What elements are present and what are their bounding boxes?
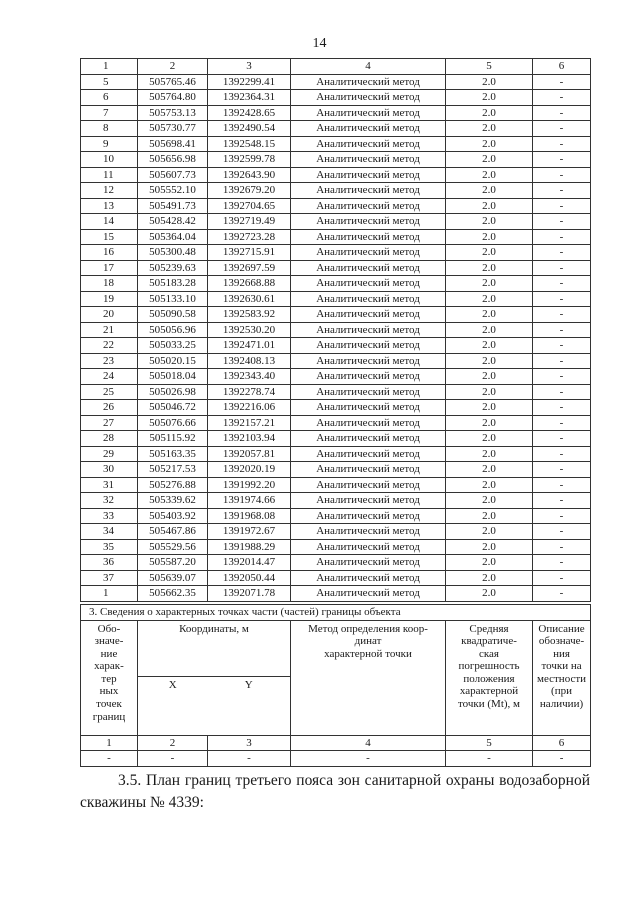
table-row bbox=[81, 198, 591, 214]
empty-cell: - bbox=[208, 751, 291, 767]
table-cell: Аналитический метод bbox=[291, 90, 446, 106]
header-error bbox=[446, 620, 533, 735]
table-cell: - bbox=[533, 121, 591, 137]
table-cell: - bbox=[533, 586, 591, 602]
table-cell: 505163.35 bbox=[138, 446, 208, 462]
table-cell: - bbox=[533, 229, 591, 245]
table-cell: 505276.88 bbox=[138, 477, 208, 493]
empty-cell: - bbox=[138, 751, 208, 767]
table-cell: 2.0 bbox=[446, 229, 533, 245]
table-cell: 27 bbox=[81, 415, 138, 431]
table-row bbox=[81, 539, 591, 555]
table-cell: Аналитический метод bbox=[291, 214, 446, 230]
table-cell: 1392050.44 bbox=[208, 570, 291, 586]
table-cell: 1392548.15 bbox=[208, 136, 291, 152]
table-cell: 20 bbox=[81, 307, 138, 323]
table-cell: Аналитический метод bbox=[291, 477, 446, 493]
table-cell: 13 bbox=[81, 198, 138, 214]
table-cell: 505552.10 bbox=[138, 183, 208, 199]
table-cell: 23 bbox=[81, 353, 138, 369]
col-number: 5 bbox=[446, 735, 533, 751]
col-number: 1 bbox=[81, 735, 138, 751]
table-cell: Аналитический метод bbox=[291, 121, 446, 137]
table-cell: 505403.92 bbox=[138, 508, 208, 524]
table-cell: 1392697.59 bbox=[208, 260, 291, 276]
table-cell: 1392057.81 bbox=[208, 446, 291, 462]
table-cell: - bbox=[533, 508, 591, 524]
table-cell: - bbox=[533, 539, 591, 555]
table-cell: 2.0 bbox=[446, 183, 533, 199]
table-cell: 2.0 bbox=[446, 369, 533, 385]
table-cell: 1392679.20 bbox=[208, 183, 291, 199]
table-cell: - bbox=[533, 400, 591, 416]
table-cell: 6 bbox=[81, 90, 138, 106]
table-cell: 1392668.88 bbox=[208, 276, 291, 292]
table-cell: 1392599.78 bbox=[208, 152, 291, 168]
table-cell: 29 bbox=[81, 446, 138, 462]
table-cell: - bbox=[533, 276, 591, 292]
table-row bbox=[81, 384, 591, 400]
table-row bbox=[81, 307, 591, 323]
table-cell: 1392428.65 bbox=[208, 105, 291, 121]
table-cell: 505339.62 bbox=[138, 493, 208, 509]
table-cell: - bbox=[533, 90, 591, 106]
table-row bbox=[81, 214, 591, 230]
table-cell: 505090.58 bbox=[138, 307, 208, 323]
table-row bbox=[81, 276, 591, 292]
empty-cell: - bbox=[446, 751, 533, 767]
table-row bbox=[81, 74, 591, 90]
table-cell: Аналитический метод bbox=[291, 260, 446, 276]
table-cell: 2.0 bbox=[446, 152, 533, 168]
header-designation bbox=[81, 620, 138, 735]
table-cell: Аналитический метод bbox=[291, 276, 446, 292]
empty-cell: - bbox=[291, 751, 446, 767]
col-number: 2 bbox=[138, 735, 208, 751]
table-cell: Аналитический метод bbox=[291, 136, 446, 152]
table-cell: Аналитический метод bbox=[291, 415, 446, 431]
table-cell: 1391974.66 bbox=[208, 493, 291, 509]
header-cell: 1 bbox=[81, 59, 138, 75]
table-row bbox=[81, 477, 591, 493]
table-cell: 505764.80 bbox=[138, 90, 208, 106]
table-row bbox=[81, 291, 591, 307]
table-cell: 505730.77 bbox=[138, 121, 208, 137]
table-row bbox=[81, 245, 591, 261]
section-title: 3. Сведения о характерных точках части (частей) границы объекта bbox=[81, 605, 591, 621]
table-cell: 17 bbox=[81, 260, 138, 276]
table-row bbox=[81, 415, 591, 431]
table-cell: 1392408.13 bbox=[208, 353, 291, 369]
table-cell: Аналитический метод bbox=[291, 167, 446, 183]
table-row bbox=[81, 446, 591, 462]
table-cell: 2.0 bbox=[446, 524, 533, 540]
table-cell: 1392071.78 bbox=[208, 586, 291, 602]
table-row bbox=[81, 586, 591, 602]
col-number: 3 bbox=[208, 735, 291, 751]
header-cell: 2 bbox=[138, 59, 208, 75]
table-cell: - bbox=[533, 260, 591, 276]
table-cell: 505656.98 bbox=[138, 152, 208, 168]
table-cell: 21 bbox=[81, 322, 138, 338]
table-cell: 2.0 bbox=[446, 198, 533, 214]
table-cell: - bbox=[533, 198, 591, 214]
table-row bbox=[81, 338, 591, 354]
table-cell: 2.0 bbox=[446, 446, 533, 462]
table-cell: 36 bbox=[81, 555, 138, 571]
table-cell: 16 bbox=[81, 245, 138, 261]
table-cell: 32 bbox=[81, 493, 138, 509]
table-cell: Аналитический метод bbox=[291, 555, 446, 571]
table-cell: 1392020.19 bbox=[208, 462, 291, 478]
table-cell: Аналитический метод bbox=[291, 539, 446, 555]
table-cell: 505115.92 bbox=[138, 431, 208, 447]
table-cell: 33 bbox=[81, 508, 138, 524]
col-number: 6 bbox=[533, 735, 591, 751]
table-cell: Аналитический метод bbox=[291, 369, 446, 385]
empty-cell: - bbox=[533, 751, 591, 767]
table-row bbox=[81, 369, 591, 385]
table-cell: Аналитический метод bbox=[291, 229, 446, 245]
table-cell: 5 bbox=[81, 74, 138, 90]
table-cell: 2.0 bbox=[446, 245, 533, 261]
table-cell: Аналитический метод bbox=[291, 198, 446, 214]
table-cell: 2.0 bbox=[446, 539, 533, 555]
table-cell: Аналитический метод bbox=[291, 570, 446, 586]
coordinates-table bbox=[80, 58, 591, 602]
table-cell: 1392583.92 bbox=[208, 307, 291, 323]
table-cell: - bbox=[533, 462, 591, 478]
table-cell: 1 bbox=[81, 586, 138, 602]
table-cell: - bbox=[533, 415, 591, 431]
table-cell: 505239.63 bbox=[138, 260, 208, 276]
table-cell: 2.0 bbox=[446, 400, 533, 416]
table-row bbox=[81, 322, 591, 338]
table-cell: 505364.04 bbox=[138, 229, 208, 245]
characteristic-points-table bbox=[80, 604, 591, 767]
table-cell: 7 bbox=[81, 105, 138, 121]
table-cell: 2.0 bbox=[446, 90, 533, 106]
table-cell: Аналитический метод bbox=[291, 446, 446, 462]
table-cell: 28 bbox=[81, 431, 138, 447]
table-cell: 25 bbox=[81, 384, 138, 400]
table-row bbox=[81, 105, 591, 121]
table-cell: 505018.04 bbox=[138, 369, 208, 385]
table-cell: - bbox=[533, 524, 591, 540]
table-cell: - bbox=[533, 167, 591, 183]
table-cell: 2.0 bbox=[446, 136, 533, 152]
table-cell: 34 bbox=[81, 524, 138, 540]
table-row bbox=[81, 167, 591, 183]
table-row bbox=[81, 152, 591, 168]
table-cell: 505020.15 bbox=[138, 353, 208, 369]
table-cell: 1392715.91 bbox=[208, 245, 291, 261]
table-cell: Аналитический метод bbox=[291, 493, 446, 509]
table-cell: 505056.96 bbox=[138, 322, 208, 338]
table-cell: 1392103.94 bbox=[208, 431, 291, 447]
table-row bbox=[81, 121, 591, 137]
table-cell: - bbox=[533, 493, 591, 509]
table-cell: 1392530.20 bbox=[208, 322, 291, 338]
table-cell: 2.0 bbox=[446, 477, 533, 493]
table-cell: 2.0 bbox=[446, 353, 533, 369]
table-cell: 2.0 bbox=[446, 307, 533, 323]
table-cell: - bbox=[533, 291, 591, 307]
table-cell: Аналитический метод bbox=[291, 307, 446, 323]
table-row bbox=[81, 570, 591, 586]
table-cell: 505662.35 bbox=[138, 586, 208, 602]
table-row bbox=[81, 229, 591, 245]
table-cell: 505076.66 bbox=[138, 415, 208, 431]
table-cell: Аналитический метод bbox=[291, 586, 446, 602]
table-cell: 2.0 bbox=[446, 105, 533, 121]
table-cell: - bbox=[533, 136, 591, 152]
table-cell: 505300.48 bbox=[138, 245, 208, 261]
table-cell: 505639.07 bbox=[138, 570, 208, 586]
table-cell: Аналитический метод bbox=[291, 508, 446, 524]
table-cell: 1392216.06 bbox=[208, 400, 291, 416]
table-cell: - bbox=[533, 74, 591, 90]
table-cell: 505428.42 bbox=[138, 214, 208, 230]
header-description-text: Описание обозначе- ния точки на местности (при наличии) bbox=[537, 622, 587, 711]
table-row bbox=[81, 136, 591, 152]
table-cell: 505467.86 bbox=[138, 524, 208, 540]
table-cell: 1392471.01 bbox=[208, 338, 291, 354]
table-cell: 1392643.90 bbox=[208, 167, 291, 183]
table-cell: 1392704.65 bbox=[208, 198, 291, 214]
table-row bbox=[81, 524, 591, 540]
table-cell: - bbox=[533, 570, 591, 586]
header-description bbox=[533, 620, 591, 735]
table-row bbox=[81, 508, 591, 524]
table-cell: - bbox=[533, 214, 591, 230]
header-method bbox=[291, 620, 446, 735]
table-cell: Аналитический метод bbox=[291, 431, 446, 447]
table-cell: - bbox=[533, 245, 591, 261]
table-cell: Аналитический метод bbox=[291, 462, 446, 478]
table-cell: 2.0 bbox=[446, 415, 533, 431]
table-cell: - bbox=[533, 338, 591, 354]
header-cell: 5 bbox=[446, 59, 533, 75]
table-cell: 1391972.67 bbox=[208, 524, 291, 540]
table-cell: 505133.10 bbox=[138, 291, 208, 307]
table-row bbox=[81, 400, 591, 416]
table-cell: 2.0 bbox=[446, 291, 533, 307]
table-cell: - bbox=[533, 105, 591, 121]
table-cell: 505026.98 bbox=[138, 384, 208, 400]
table-cell: - bbox=[533, 555, 591, 571]
table-cell: 2.0 bbox=[446, 508, 533, 524]
table-cell: - bbox=[533, 307, 591, 323]
table-cell: 2.0 bbox=[446, 338, 533, 354]
table-cell: 26 bbox=[81, 400, 138, 416]
table-cell: 1392364.31 bbox=[208, 90, 291, 106]
table-cell: 505765.46 bbox=[138, 74, 208, 90]
table-cell: 505587.20 bbox=[138, 555, 208, 571]
table-cell: 2.0 bbox=[446, 167, 533, 183]
table-cell: Аналитический метод bbox=[291, 183, 446, 199]
table-cell: - bbox=[533, 384, 591, 400]
table-header-row bbox=[81, 59, 591, 75]
table-cell: Аналитический метод bbox=[291, 353, 446, 369]
table-cell: 12 bbox=[81, 183, 138, 199]
table-cell: 1391992.20 bbox=[208, 477, 291, 493]
table-row bbox=[81, 431, 591, 447]
table-cell: 2.0 bbox=[446, 570, 533, 586]
table-cell: - bbox=[533, 369, 591, 385]
table-cell: Аналитический метод bbox=[291, 322, 446, 338]
table-cell: 2.0 bbox=[446, 214, 533, 230]
table-cell: 1391988.29 bbox=[208, 539, 291, 555]
table-cell: 505529.56 bbox=[138, 539, 208, 555]
header-cell: 4 bbox=[291, 59, 446, 75]
table-row bbox=[81, 462, 591, 478]
header-error-text: Средняя квадратиче- ская погрешность положения характерной точки (Mt), м bbox=[457, 622, 520, 711]
header-x: X bbox=[138, 677, 208, 735]
table-cell: 505753.13 bbox=[138, 105, 208, 121]
table-cell: 2.0 bbox=[446, 276, 533, 292]
table-cell: 2.0 bbox=[446, 462, 533, 478]
col-number: 4 bbox=[291, 735, 446, 751]
header-designation-text: Обо- значе- ние харак- тер ных точек границ bbox=[92, 622, 126, 723]
table-cell: 1392723.28 bbox=[208, 229, 291, 245]
table-cell: 1392157.21 bbox=[208, 415, 291, 431]
table-cell: 1392490.54 bbox=[208, 121, 291, 137]
table-cell: Аналитический метод bbox=[291, 74, 446, 90]
table-cell: Аналитический метод bbox=[291, 400, 446, 416]
table-cell: - bbox=[533, 152, 591, 168]
table-cell: 1392014.47 bbox=[208, 555, 291, 571]
table-cell: 505046.72 bbox=[138, 400, 208, 416]
table-cell: 1392719.49 bbox=[208, 214, 291, 230]
table-cell: Аналитический метод bbox=[291, 384, 446, 400]
table-cell: 8 bbox=[81, 121, 138, 137]
table-cell: 2.0 bbox=[446, 493, 533, 509]
table-cell: 37 bbox=[81, 570, 138, 586]
table-cell: 35 bbox=[81, 539, 138, 555]
table-cell: 9 bbox=[81, 136, 138, 152]
table-cell: 2.0 bbox=[446, 260, 533, 276]
table-cell: 24 bbox=[81, 369, 138, 385]
plan-paragraph-text: 3.5. План границ третьего пояса зон санитарной охраны водозаборной скважины № 4339: bbox=[80, 772, 590, 811]
plan-paragraph bbox=[80, 770, 590, 814]
header-cell: 6 bbox=[533, 59, 591, 75]
table-cell: 10 bbox=[81, 152, 138, 168]
header-cell: 3 bbox=[208, 59, 291, 75]
table-cell: 2.0 bbox=[446, 555, 533, 571]
table-cell: 505491.73 bbox=[138, 198, 208, 214]
table-cell: - bbox=[533, 353, 591, 369]
table-cell: 30 bbox=[81, 462, 138, 478]
table-cell: 2.0 bbox=[446, 322, 533, 338]
table-cell: 505183.28 bbox=[138, 276, 208, 292]
table-cell: 2.0 bbox=[446, 586, 533, 602]
table-cell: 22 bbox=[81, 338, 138, 354]
table-cell: Аналитический метод bbox=[291, 291, 446, 307]
table-cell: 505698.41 bbox=[138, 136, 208, 152]
table-cell: 505217.53 bbox=[138, 462, 208, 478]
table-cell: Аналитический метод bbox=[291, 105, 446, 121]
table-cell: 505607.73 bbox=[138, 167, 208, 183]
table-cell: 1391968.08 bbox=[208, 508, 291, 524]
table-cell: - bbox=[533, 477, 591, 493]
table-row bbox=[81, 260, 591, 276]
header-y: Y bbox=[208, 677, 291, 735]
header-method-text: Метод определения коор- динат характерной точки bbox=[308, 622, 428, 660]
table-cell: 2.0 bbox=[446, 121, 533, 137]
table-row bbox=[81, 90, 591, 106]
table-cell: 11 bbox=[81, 167, 138, 183]
table-cell: 14 bbox=[81, 214, 138, 230]
header-coordinates: Координаты, м bbox=[138, 620, 291, 677]
empty-cell: - bbox=[81, 751, 138, 767]
table-cell: Аналитический метод bbox=[291, 245, 446, 261]
table-cell: 1392343.40 bbox=[208, 369, 291, 385]
table-cell: Аналитический метод bbox=[291, 338, 446, 354]
table-cell: 2.0 bbox=[446, 431, 533, 447]
table-row bbox=[81, 555, 591, 571]
table-cell: 2.0 bbox=[446, 384, 533, 400]
table-row bbox=[81, 493, 591, 509]
table-cell: - bbox=[533, 446, 591, 462]
table-cell: 15 bbox=[81, 229, 138, 245]
table-row bbox=[81, 183, 591, 199]
table-cell: 2.0 bbox=[446, 74, 533, 90]
table-cell: - bbox=[533, 183, 591, 199]
table-cell: 18 bbox=[81, 276, 138, 292]
table-cell: 1392278.74 bbox=[208, 384, 291, 400]
table-cell: - bbox=[533, 431, 591, 447]
table-cell: 1392299.41 bbox=[208, 74, 291, 90]
table-cell: - bbox=[533, 322, 591, 338]
page-number: 14 bbox=[312, 36, 327, 51]
table-cell: 505033.25 bbox=[138, 338, 208, 354]
table-cell: 31 bbox=[81, 477, 138, 493]
table-cell: Аналитический метод bbox=[291, 152, 446, 168]
table-cell: 19 bbox=[81, 291, 138, 307]
table-cell: Аналитический метод bbox=[291, 524, 446, 540]
table-cell: 1392630.61 bbox=[208, 291, 291, 307]
table-row bbox=[81, 353, 591, 369]
